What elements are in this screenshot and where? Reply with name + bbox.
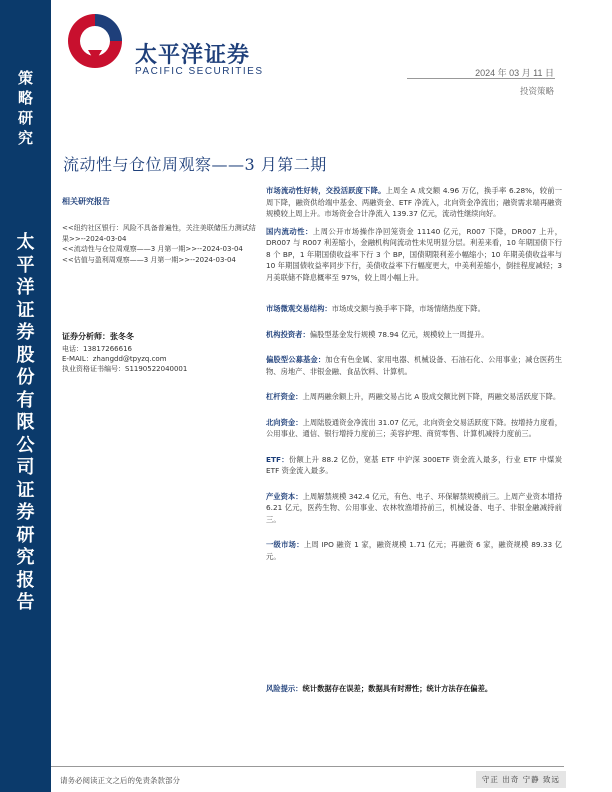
risk-text: 统计数据存在误差；数据具有时滞性；统计方法存在偏差。 [302, 684, 493, 693]
related-reports-heading: 相关研究报告 [62, 197, 110, 206]
summary-paragraph [266, 226, 562, 284]
sidebar-top-label [0, 68, 51, 148]
analyst-email[interactable]: E-MAIL：zhangdd@tpyzq.com [62, 355, 167, 363]
paragraph-label: ETF： [266, 454, 289, 464]
paragraph-label: 市场流动性好转，交投活跃度下降。 [266, 186, 386, 195]
paragraph-label: 产业资本： [266, 491, 303, 501]
footer-disclaimer: 请务必阅读正文之后的免责条款部分 [60, 776, 180, 785]
report-date: 2024 年 03 月 11 日 [475, 68, 554, 78]
risk-label: 风险提示： [266, 684, 303, 693]
brand-name-en: PACIFIC SECURITIES [135, 66, 264, 77]
summary-paragraph [266, 354, 562, 377]
paragraph-text: 上周全 A 成交额 4.96 万亿，换手率 6.28%，较前一周下降，融资供给端中基金、两融资金、ETF 净流入，北向资金净流出；融资需求端再融资规模较上周上升。市场资金合计净流入 139.37 亿元，流动性继续向好。 [266, 186, 563, 218]
page-title: 流动性与仓位周观察——3 月第二期 [63, 155, 327, 174]
related-report-item[interactable]: <<纽约社区银行：风险不具备普遍性，关注美联储压力测试结果>>--2024-03-04 [62, 224, 256, 243]
summary-paragraph [266, 454, 562, 477]
pacific-securities-logo-icon [64, 10, 126, 72]
related-report-item[interactable]: <<流动性与仓位周观察——3 月第一期>>--2024-03-04 [62, 245, 243, 253]
paragraph-label: 北向资金： [266, 417, 303, 427]
analyst-cert-number: 执业资格证书编号：S1190522040001 [62, 365, 188, 373]
related-report-item[interactable]: <<估值与盈利周观察——3 月第一期>>--2024-03-04 [62, 255, 236, 264]
summary-body [266, 185, 562, 562]
risk-warning [266, 684, 566, 694]
sidebar-bottom-label [0, 232, 51, 615]
paragraph-label: 机构投资者： [266, 329, 310, 339]
summary-paragraph [266, 539, 562, 562]
report-category: 投资策略 [519, 87, 554, 97]
related-reports-list [62, 223, 258, 265]
sidebar-company-text: 太平洋证券股份有限公司证券研究报告 [16, 232, 35, 613]
left-sidebar [0, 0, 51, 792]
paragraph-label: 偏股型公募基金： [266, 355, 326, 364]
paragraph-text: 上周陆股通资金净流出 31.07 亿元，北向资金交易活跃度下降。按增持力度看，公用事业、通信、银行增持力度前三；美容护理、商贸零售、计算机减持力度前三。 [266, 417, 563, 438]
paragraph-text: 份额上升 88.2 亿份，宽基 ETF 中沪深 300ETF 资金流入最多，行业 ETF 中煤炭 ETF 资金流入最多。 [266, 454, 562, 475]
paragraph-label: 市场微观交易结构： [266, 304, 332, 313]
analyst-info [62, 332, 252, 374]
paragraph-label: 一级市场： [266, 540, 304, 549]
paragraph-text: 市场成交额与换手率下降，市场情绪热度下降。 [331, 304, 485, 313]
paragraph-label: 杠杆资金： [266, 392, 303, 401]
analyst-phone: 电话：13817266616 [62, 345, 132, 353]
sidebar-category-text: 策略研究 [17, 69, 33, 147]
footer-divider [51, 766, 564, 767]
summary-paragraph [266, 185, 562, 220]
paragraph-text: 上周 IPO 融资 1 家，融资规模 1.71 亿元；再融资 6 家，融资规模 89.33 亿元。 [266, 540, 562, 561]
paragraph-text: 加仓有色金属、家用电器、机械设备、石油石化、公用事业；减仓医药生物、房地产、非银金融、食品饮料、计算机。 [266, 355, 563, 376]
analyst-name: 证券分析师：张冬冬 [62, 332, 134, 341]
header-divider [407, 78, 555, 79]
summary-paragraph [266, 491, 562, 526]
footer-motto: 守正 出奇 宁静 致远 [476, 771, 566, 788]
related-reports-section [62, 196, 258, 265]
paragraph-text: 上周两融余额上升，两融交易占比 A 股成交额比例下降，两融交易活跃度下降。 [302, 392, 561, 401]
paragraph-text: 上周公开市场操作净回笼资金 11140 亿元，R007 下降，DR007 上升，DR007 与 R007 利差缩小，金融机构间流动性未见明显分层。利差来看，10 年期国债下行 8 个 BP，1 年期国债收益率下行 3 个 BP，国债期限利差小幅缩小；10 年期美债收益率与 10 年期国债收益率同步下行，美债收益率下行幅度更大，中美利差缩小，倒挂程度减轻；3 月美联储不降息概率至 97%，较上周小幅上升。 [266, 226, 562, 282]
summary-paragraph [266, 417, 562, 440]
summary-paragraph [266, 391, 562, 403]
paragraph-label: 国内流动性： [266, 226, 313, 236]
brand-name-cn: 太平洋证券 [135, 43, 251, 68]
summary-paragraph [266, 329, 562, 341]
summary-paragraph [266, 303, 562, 315]
paragraph-text: 上周解禁规模 342.4 亿元，有色、电子、环保解禁规模前三。上周产业资本增持 6.21 亿元，医药生物、公用事业、农林牧渔增持前三，机械设备、电子、非银金融减持前三。 [266, 491, 563, 524]
paragraph-text: 偏股型基金发行规模 78.94 亿元，规模较上一周提升。 [309, 329, 489, 339]
